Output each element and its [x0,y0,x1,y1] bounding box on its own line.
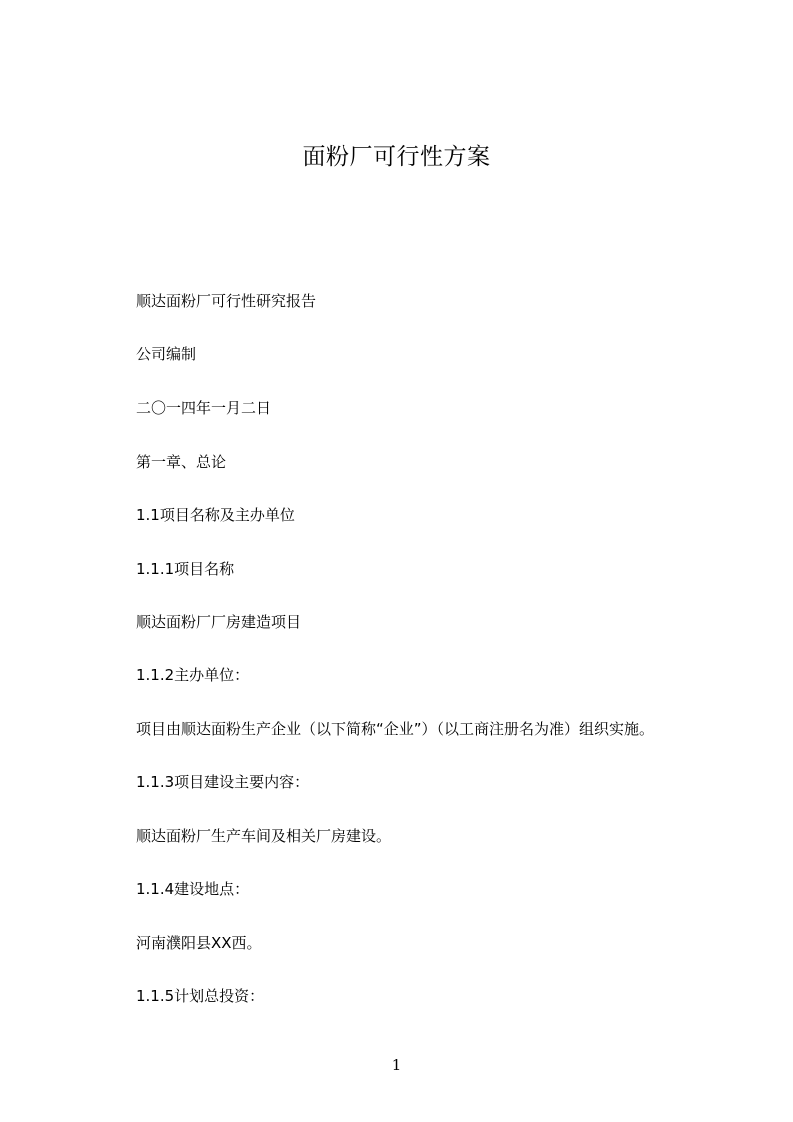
organizer-text: 项目由顺达面粉生产企业（以下简称“企业”）（以工商注册名为准）组织实施。 [136,720,655,738]
project-name-text: 顺达面粉厂厂房建造项目 [136,613,302,631]
section-heading-1-1-4: 1.1.4建设地点： [136,880,250,898]
section-heading-1-1: 1.1项目名称及主办单位 [136,506,295,524]
report-title-line: 顺达面粉厂可行性研究报告 [136,292,317,310]
section-heading-1-1-5: 1.1.5计划总投资： [136,987,265,1005]
section-heading-1-1-2: 1.1.2主办单位： [136,666,250,684]
compiler-line: 公司编制 [136,345,197,363]
section-heading-1-1-3: 1.1.3项目建设主要内容： [136,773,310,791]
page-title: 面粉厂可行性方案 [302,144,491,170]
date-line: 二〇一四年一月二日 [136,399,272,417]
construction-content-text: 顺达面粉厂生产车间及相关厂房建设。 [136,827,392,845]
page-number: 1 [391,1056,402,1074]
section-heading-1-1-1: 1.1.1项目名称 [136,560,235,578]
location-text: 河南濮阳县XX西。 [136,934,262,952]
chapter-heading: 第一章、总论 [136,453,227,471]
